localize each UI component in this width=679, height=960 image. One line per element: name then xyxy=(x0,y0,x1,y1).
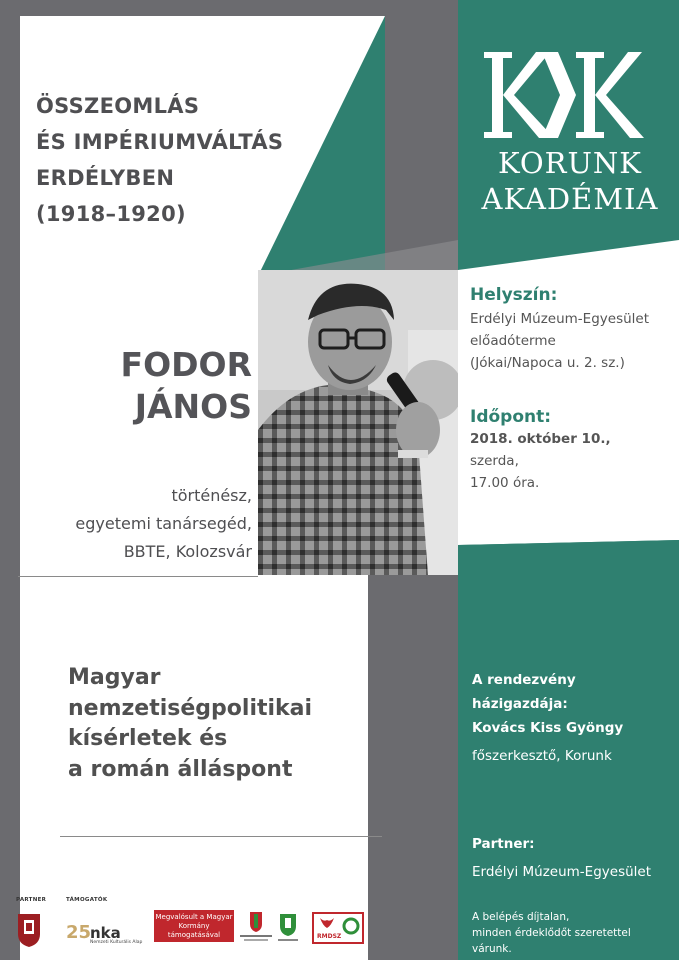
title-line-1: ÖSSZEOMLÁS xyxy=(36,94,200,118)
entry-line-1: A belépés díjtalan, xyxy=(472,911,570,923)
nka-number: 25 xyxy=(66,922,92,943)
speaker-role-line-3: BBTE, Kolozsvár xyxy=(123,542,252,561)
lecture-line-1: Magyar xyxy=(68,665,161,690)
venue-line-2: előadóterme xyxy=(470,333,556,349)
speaker-first-name: FODOR xyxy=(120,345,252,384)
time-heading: Időpont: xyxy=(470,407,552,427)
speaker-photo xyxy=(258,270,458,575)
nka-letters: nka xyxy=(90,924,121,942)
host-name: Kovács Kiss Gyöngy xyxy=(472,720,624,736)
divider-upper xyxy=(18,576,258,577)
speaker-last-name: JÁNOS xyxy=(134,387,252,426)
entry-note xyxy=(472,909,672,957)
eme-crest-icon xyxy=(16,910,42,948)
partner-label: Partner: xyxy=(472,836,535,852)
venue-line-3: (Jókai/Napoca u. 2. sz.) xyxy=(470,355,625,371)
speaker-role-line-1: történész, xyxy=(171,486,252,505)
brand-word-akademia: AKADÉMIA xyxy=(481,182,659,216)
host-label: A rendezvény házigazdája: xyxy=(472,672,576,712)
title-line-2: ÉS IMPÉRIUMVÁLTÁS xyxy=(36,130,284,154)
government-support-badge xyxy=(154,910,234,942)
time-day: szerda, xyxy=(470,453,519,469)
speaker-role xyxy=(60,482,252,566)
speaker-role-line-2: egyetemi tanársegéd, xyxy=(75,514,252,533)
tulip-icon xyxy=(318,916,336,932)
korunk-kk-logo-icon xyxy=(484,52,644,138)
council-crest-icon xyxy=(276,912,300,944)
lecture-title xyxy=(68,663,388,785)
ministry-crest-icon xyxy=(238,910,274,944)
partner-label-small: PARTNER xyxy=(16,897,47,903)
rmdsz-logo xyxy=(312,912,364,944)
supporters-label-small: TÁMOGATÓK xyxy=(66,897,108,903)
partner-block xyxy=(472,834,672,882)
nka-logo xyxy=(66,922,150,946)
lecture-line-4: a román álláspont xyxy=(68,756,293,782)
divider-lower xyxy=(60,836,382,837)
venue-line-1: Erdélyi Múzeum-Egyesület xyxy=(470,311,650,327)
entry-line-2: minden érdeklődőt szeretettel várunk. xyxy=(472,927,631,955)
lecture-line-3: kísérletek és xyxy=(68,726,228,751)
time-hour: 17.00 óra. xyxy=(470,475,540,491)
rmdsz-text: RMDSZ xyxy=(317,933,342,940)
event-title xyxy=(36,88,336,232)
time-block xyxy=(470,406,670,494)
nka-subtitle: Nemzeti Kulturális Alap xyxy=(90,940,143,945)
partner-name: Erdélyi Múzeum-Egyesület xyxy=(472,864,652,880)
lecture-line-2: nemzetiségpolitikai xyxy=(68,695,313,721)
brand-word-korunk: KORUNK xyxy=(498,146,642,180)
title-line-4: (1918–1920) xyxy=(36,202,186,226)
swirl-icon xyxy=(342,917,360,935)
host-role: főszerkesztő, Korunk xyxy=(472,748,612,764)
speaker-name xyxy=(80,344,252,428)
time-date: 2018. október 10., xyxy=(470,431,611,447)
government-support-text: Megvalósult a Magyar Kormány támogatásával xyxy=(155,913,233,939)
host-block xyxy=(472,668,672,768)
title-line-3: ERDÉLYBEN xyxy=(36,166,175,190)
venue-heading: Helyszín: xyxy=(470,285,558,305)
brand-name xyxy=(470,145,670,217)
venue-block xyxy=(470,284,670,374)
